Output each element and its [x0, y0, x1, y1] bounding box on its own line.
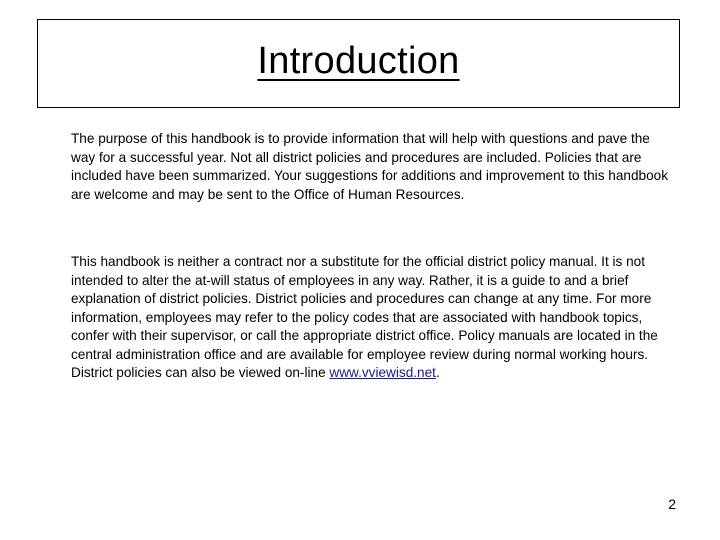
- page-number: 2: [668, 496, 676, 512]
- paragraph-disclaimer: [71, 253, 671, 383]
- paragraph-disclaimer-text: This handbook is neither a contract nor a substitute for the official district policy manual. It is not intended to alter the at-will status of employees in any way. Rather, it is a guide to and a brief explanation of district policies. District policies and procedures can change at any time. For more information, employees may refer to the policy codes that are associated with handbook topics, confer with their supervisor, or call the appropriate district office. Policy manuals are located in the central administration office and are available for employee review during normal working hours. District policies can also be viewed on-line: [71, 254, 658, 380]
- paragraph-disclaimer-end: .: [435, 365, 440, 380]
- paragraph-purpose: The purpose of this handbook is to provide information that will help with questions and pave the way for a successful year. Not all district policies and procedures are included. Policies that are included have been summarized. Your suggestions for additions and improvement to this handbook are welcome and may be sent to the Office of Human Resources.: [71, 131, 668, 202]
- slide-title: Introduction: [257, 40, 460, 82]
- district-website-link[interactable]: www.vviewisd.net: [329, 365, 436, 380]
- title-box: [37, 19, 680, 108]
